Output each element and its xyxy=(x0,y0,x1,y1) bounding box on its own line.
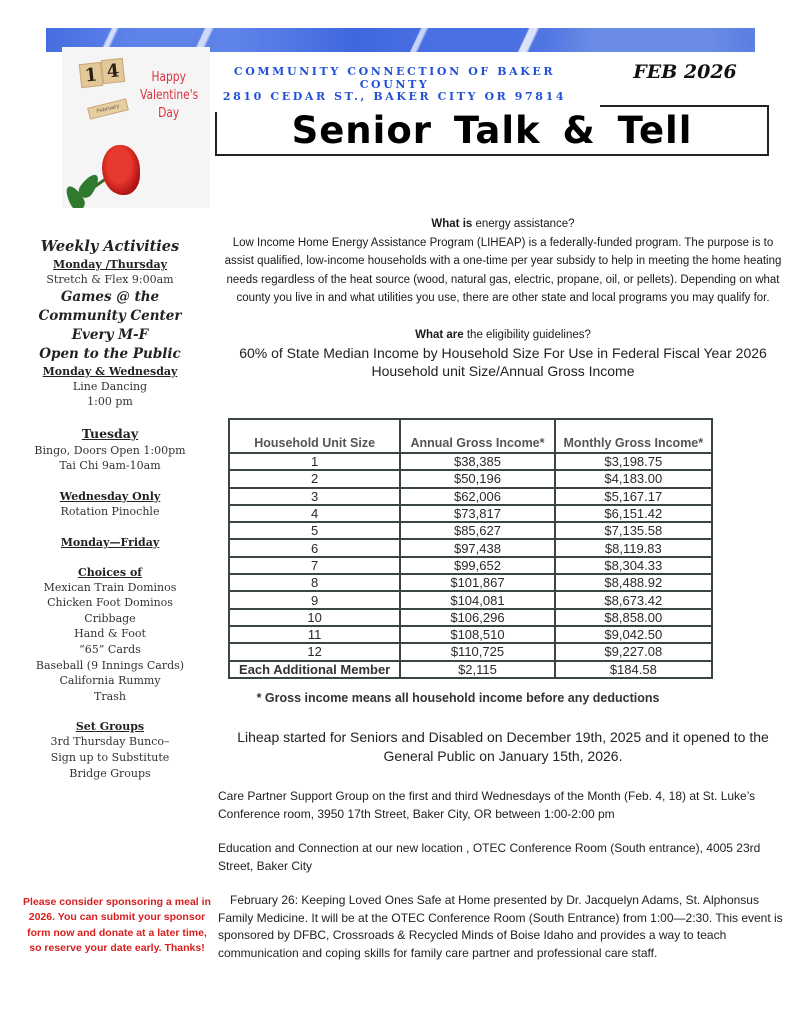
annual-income: $50,196 xyxy=(400,470,554,487)
monthly-income: $8,673.42 xyxy=(555,591,712,608)
table-row xyxy=(229,591,712,608)
table-footnote: * Gross income means all household income before any deductions xyxy=(256,691,660,705)
liheap-description: Low Income Home Energy Assistance Program (LIHEAP) is a federally-funded program. The purpose is to assist qualified, low-income households with a one-time per year subsidy to help in meeting the home heating needs regardless of the heat source (wood, natural gas, electric, propane, oil, or pellets). Depending on what county you live in and what utilities you use, there are other state and local programs you may qualify for. xyxy=(224,236,782,304)
question-energy-assistance xyxy=(218,215,788,234)
table-row xyxy=(229,470,712,487)
monthly-income: $8,304.33 xyxy=(555,557,712,574)
games-heading: Community Center xyxy=(38,307,182,324)
annual-income: $97,438 xyxy=(400,539,554,556)
title-border xyxy=(215,154,769,156)
set-group-item: 3rd Thursday Bunco– xyxy=(50,735,170,749)
activity-item: Line Dancing xyxy=(72,379,148,393)
table-row xyxy=(229,539,712,556)
day-label-tuesday: Tuesday xyxy=(81,425,139,441)
day-label-wednesday: Wednesday Only xyxy=(59,489,161,503)
rose-icon xyxy=(102,145,140,195)
game-choice: Baseball (9 Innings Cards) xyxy=(35,658,185,672)
organization-address: 2810 CEDAR ST., BAKER CITY OR 97814 xyxy=(222,90,567,103)
household-size: 8 xyxy=(229,574,400,591)
household-size: 4 xyxy=(229,505,400,522)
greeting-line: Happy xyxy=(151,70,186,85)
table-row xyxy=(229,522,712,539)
annual-income: $104,081 xyxy=(400,591,554,608)
care-partner-paragraph: Care Partner Support Group on the first and third Wednesdays of the Month (Feb. 4, 18) at St. Luke’s Conference room, 3950 17th Street, Baker City, OR between 1:00-2:00 pm xyxy=(218,789,756,821)
sidebar-heading: Weekly Activities xyxy=(40,238,180,255)
activity-item: Rotation Pinochle xyxy=(60,504,160,518)
monthly-income: $184.58 xyxy=(555,661,712,678)
sponsor-note: Please consider sponsoring a meal in 2026. You can submit your sponsor form now and donate at a later time, so reserve your date early. Thanks! xyxy=(23,896,211,954)
calendar-month-block: February xyxy=(87,98,129,119)
monthly-income: $6,151.42 xyxy=(555,505,712,522)
day-label-mon-fri: Monday—Friday xyxy=(60,535,160,549)
game-choice: Chicken Foot Dominos xyxy=(47,596,173,610)
game-choice: California Rummy xyxy=(59,674,161,688)
question-eligibility xyxy=(218,326,788,345)
game-choice: Cribbage xyxy=(84,611,136,625)
household-size: 7 xyxy=(229,557,400,574)
table-row xyxy=(229,626,712,643)
monthly-income: $8,858.00 xyxy=(555,609,712,626)
monthly-income: $7,135.58 xyxy=(555,522,712,539)
annual-income: $73,817 xyxy=(400,505,554,522)
valentine-image xyxy=(62,47,210,208)
household-size: 2 xyxy=(229,470,400,487)
newsletter-title-box xyxy=(215,105,769,156)
table-row xyxy=(229,661,712,678)
question-rest: the eligibility guidelines? xyxy=(463,328,591,341)
income-guidelines-table xyxy=(228,418,713,679)
annual-income: $99,652 xyxy=(400,557,554,574)
household-size: 1 xyxy=(229,453,400,470)
monthly-income: $4,183.00 xyxy=(555,470,712,487)
table-row xyxy=(229,557,712,574)
activity-item: Bingo, Doors Open 1:00pm xyxy=(34,443,186,457)
household-size: 9 xyxy=(229,591,400,608)
education-paragraph: Education and Connection at our new location , OTEC Conference Room (South entrance), 4005 23rd Street, Baker City xyxy=(218,841,761,873)
monthly-income: $5,167.17 xyxy=(555,488,712,505)
annual-income: $106,296 xyxy=(400,609,554,626)
column-header: Monthly Gross Income* xyxy=(555,419,712,453)
greeting-line: Valentine's xyxy=(140,88,199,103)
household-size: 10 xyxy=(229,609,400,626)
table-subtitle: Household unit Size/Annual Gross Income xyxy=(371,363,635,379)
table-header-row xyxy=(229,419,712,453)
greeting-line: Day xyxy=(158,106,180,121)
column-header: Household Unit Size xyxy=(229,419,400,453)
game-choice: Trash xyxy=(94,689,126,703)
issue-date: FEB 2026 xyxy=(633,61,737,83)
weekly-activities-sidebar xyxy=(10,237,210,781)
liheap-dates-note: Liheap started for Seniors and Disabled on December 19th, 2025 and it opened to the General Public on January 15th, 2026. xyxy=(237,729,769,764)
day-label-mon-thu: Monday /Thursday xyxy=(53,258,167,271)
monthly-income: $8,488.92 xyxy=(555,574,712,591)
table-row xyxy=(229,453,712,470)
monthly-income: $3,198.75 xyxy=(555,453,712,470)
annual-income: $2,115 xyxy=(400,661,554,678)
table-title: 60% of State Median Income by Household Size For Use in Federal Fiscal Year 2026 xyxy=(239,345,767,361)
question-bold: What is xyxy=(431,218,473,230)
games-heading: Every M-F xyxy=(71,326,149,343)
table-row xyxy=(229,574,712,591)
activity-item: Stretch & Flex 9:00am xyxy=(46,273,174,286)
valentine-greeting xyxy=(140,69,197,123)
feb26-event-paragraph: February 26: Keeping Loved Ones Safe at Home presented by Dr. Jacquelyn Adams, St. Alphonsus Family Medicine. It will be at the OTEC Conference Room (South Entrance) from 1:00—2:30. This event is sponsored by DFBC, Crossroads & Recycled Minds of Boise Idaho and provides a way to teach communication and coping skills for family care partner and professional care staff. xyxy=(218,893,783,960)
question-bold: What are xyxy=(415,328,464,341)
activity-item: Tai Chi 9am-10am xyxy=(59,459,161,473)
main-content xyxy=(218,215,788,380)
household-size: 3 xyxy=(229,488,400,505)
table-row xyxy=(229,643,712,660)
annual-income: $38,385 xyxy=(400,453,554,470)
day-label-mon-wed: Monday & Wednesday xyxy=(42,364,178,378)
choices-label: Choices of xyxy=(77,565,143,579)
table-row xyxy=(229,609,712,626)
monthly-income: $9,227.08 xyxy=(555,643,712,660)
title-border xyxy=(600,105,769,107)
household-size: 6 xyxy=(229,539,400,556)
question-rest: energy assistance? xyxy=(472,218,575,230)
household-size: 5 xyxy=(229,522,400,539)
organization-name: COMMUNITY CONNECTION OF BAKER COUNTY xyxy=(233,65,556,91)
activity-item: 1:00 pm xyxy=(87,395,133,409)
calendar-cube: 4 xyxy=(101,58,125,84)
household-size: 12 xyxy=(229,643,400,660)
table-row xyxy=(229,505,712,522)
games-heading: Open to the Public xyxy=(39,345,181,362)
table-row xyxy=(229,488,712,505)
games-heading: Games @ the xyxy=(60,288,160,305)
column-header: Annual Gross Income* xyxy=(400,419,554,453)
game-choice: Mexican Train Dominos xyxy=(43,580,177,594)
game-choice: Hand & Foot xyxy=(74,627,146,641)
set-group-item: Bridge Groups xyxy=(69,766,151,780)
annual-income: $108,510 xyxy=(400,626,554,643)
set-group-item: Sign up to Substitute xyxy=(50,750,170,764)
annual-income: $101,867 xyxy=(400,574,554,591)
annual-income: $62,006 xyxy=(400,488,554,505)
game-choice: “65” Cards xyxy=(79,642,141,656)
set-groups-label: Set Groups xyxy=(75,720,145,734)
monthly-income: $9,042.50 xyxy=(555,626,712,643)
annual-income: $110,725 xyxy=(400,643,554,660)
annual-income: $85,627 xyxy=(400,522,554,539)
household-size: Each Additional Member xyxy=(229,661,400,678)
newsletter-title: Senior Talk & Tell xyxy=(291,109,693,152)
household-size: 11 xyxy=(229,626,400,643)
calendar-cube: 1 xyxy=(79,62,103,88)
organization-header xyxy=(222,66,567,104)
monthly-income: $8,119.83 xyxy=(555,539,712,556)
